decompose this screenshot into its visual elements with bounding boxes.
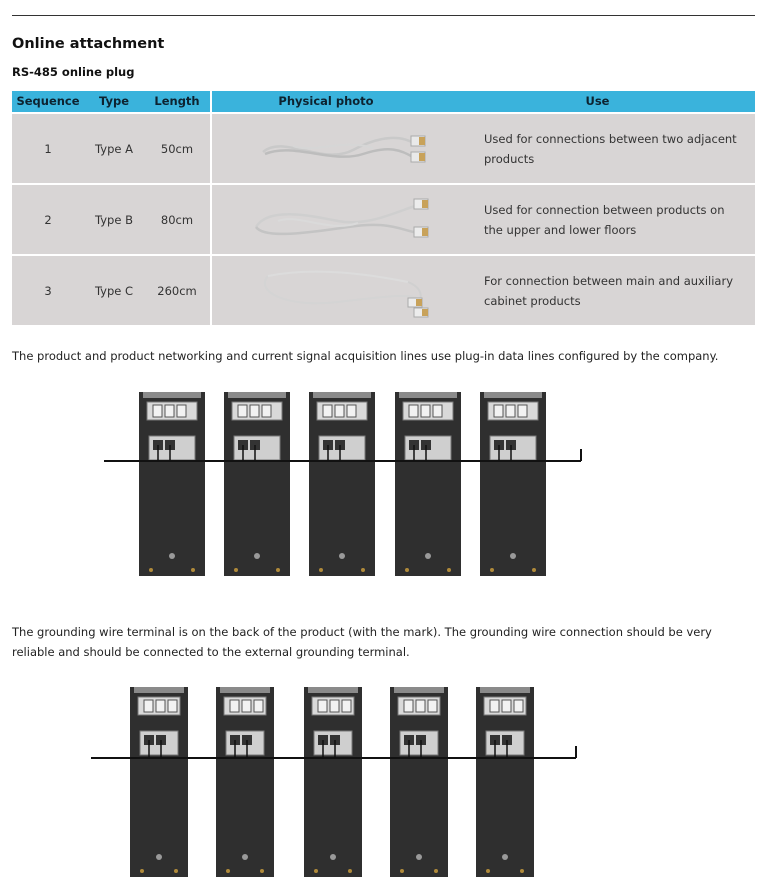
device-unit	[395, 392, 461, 576]
cell-length: 80cm	[160, 212, 194, 227]
cell-use: For connection between main and auxiliary cabinet products	[484, 273, 734, 308]
cable-photo-c	[212, 256, 474, 325]
table-row	[12, 185, 755, 254]
cell-length: 260cm	[157, 283, 197, 298]
cell-use: Used for connections between two adjacent products	[484, 131, 737, 166]
cell-length: 50cm	[160, 141, 194, 156]
networking-paragraph: The product and product networking and current signal acquisition lines use plug-in data lines configured by the company.	[12, 349, 719, 363]
table-row	[12, 114, 755, 183]
grounding-paragraph: The grounding wire terminal is on the back of the product (with the mark). The grounding wire connection should be very reliable and should be connected to the external grounding terminal.	[12, 625, 712, 659]
subsection-title: RS-485 online plug	[12, 65, 135, 79]
device-unit	[304, 687, 362, 877]
device-unit	[476, 687, 534, 877]
device-chain-grounding	[0, 685, 763, 880]
cell-sequence: 3	[44, 283, 52, 298]
grounding-diagram	[0, 685, 763, 880]
cell-type: Type C	[94, 283, 134, 298]
header-length: Length	[154, 94, 200, 108]
cell-use: Used for connection between products on the upper and lower floors	[484, 202, 725, 237]
cell-sequence: 1	[44, 141, 52, 156]
plug-table	[12, 91, 755, 325]
device-unit	[390, 687, 448, 877]
cell-type: Type B	[95, 212, 133, 227]
device-unit	[309, 392, 375, 576]
header-sequence: Sequence	[16, 94, 80, 108]
cell-type: Type A	[95, 141, 133, 156]
header-photo: Physical photo	[278, 94, 374, 108]
table-row	[12, 256, 755, 325]
cell-sequence: 2	[44, 212, 52, 227]
top-divider	[12, 15, 755, 16]
device-chain-networking	[0, 390, 763, 580]
header-use: Use	[585, 94, 610, 108]
section-title: Online attachment	[12, 36, 165, 52]
cable-photo-a	[212, 114, 474, 183]
device-unit	[139, 392, 205, 576]
cable-photo-b	[212, 185, 474, 254]
device-unit	[130, 687, 188, 877]
device-unit	[224, 392, 290, 576]
device-unit	[480, 392, 546, 576]
networking-diagram	[0, 390, 763, 580]
device-unit	[216, 687, 274, 877]
table-header	[12, 91, 755, 112]
header-type: Type	[98, 94, 129, 108]
